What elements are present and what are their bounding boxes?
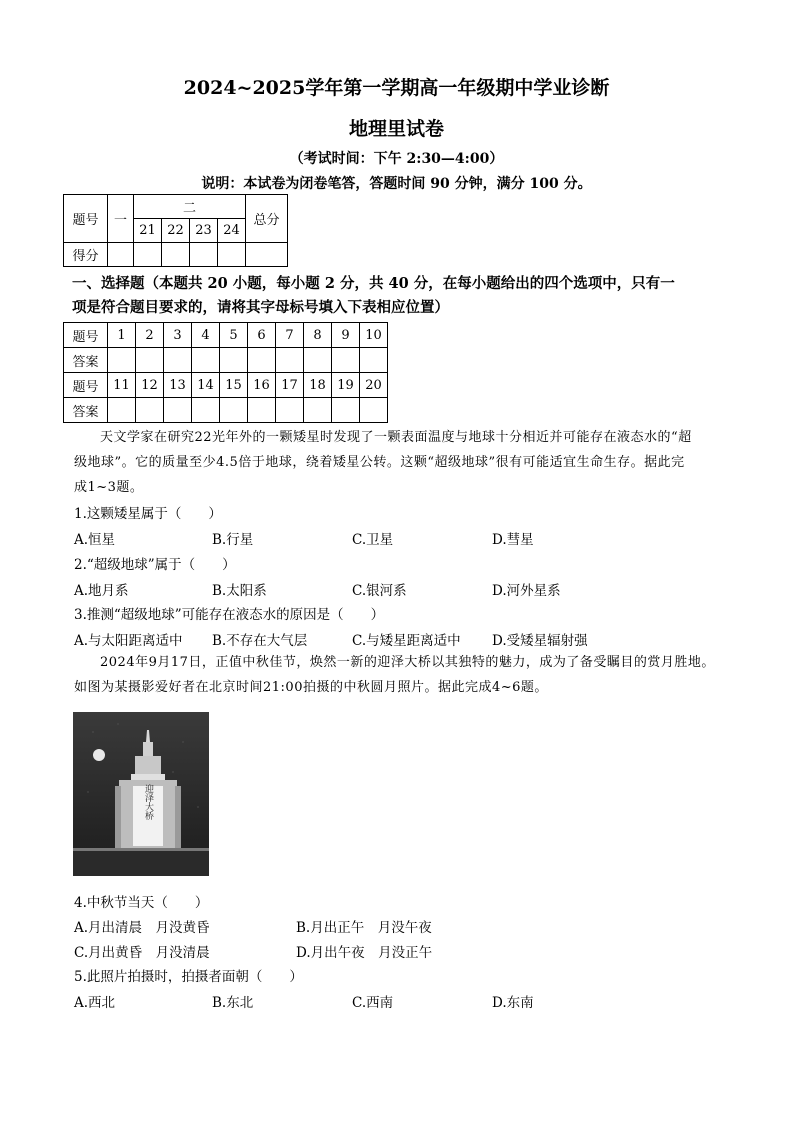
score-table-section-2: 二 xyxy=(134,195,246,219)
q2-option-d[interactable]: D.河外星系 xyxy=(492,583,561,599)
answer-cell[interactable] xyxy=(164,398,192,423)
exam-instructions: 说明：本试卷为闭卷笔答，答题时间 90 分钟，满分 100 分。 xyxy=(201,176,592,192)
answer-cell[interactable] xyxy=(220,398,248,423)
answer-table xyxy=(63,322,388,423)
exam-subtitle: 地理里试卷 xyxy=(348,118,444,140)
passage-2 xyxy=(74,650,726,700)
answer-cell[interactable] xyxy=(248,398,276,423)
answer-cell[interactable] xyxy=(304,398,332,423)
passage-2-line: 如图为某摄影爱好者在北京时间21:00拍摄的中秋圆月照片。据此完成4~6题。 xyxy=(74,680,548,695)
score-cell[interactable] xyxy=(134,243,162,267)
question-number: 2 xyxy=(136,323,164,348)
question-number: 16 xyxy=(248,373,276,398)
question-number: 9 xyxy=(332,323,360,348)
score-cell[interactable] xyxy=(108,243,134,267)
question-number: 15 xyxy=(220,373,248,398)
question-number: 10 xyxy=(360,323,388,348)
q2-option-a[interactable]: A.地月系 xyxy=(74,583,129,599)
score-cell[interactable] xyxy=(218,243,246,267)
question-number: 17 xyxy=(276,373,304,398)
answer-table-row xyxy=(64,348,388,373)
question-number: 7 xyxy=(276,323,304,348)
score-table-q21: 21 xyxy=(134,219,162,243)
question-number: 11 xyxy=(108,373,136,398)
question-number-label: 题号 xyxy=(64,323,108,348)
answer-table-row xyxy=(64,323,388,348)
answer-cell[interactable] xyxy=(248,348,276,373)
answer-cell[interactable] xyxy=(360,398,388,423)
answer-cell[interactable] xyxy=(136,398,164,423)
q1-option-a[interactable]: A.恒星 xyxy=(74,532,116,548)
question-number: 8 xyxy=(304,323,332,348)
q2-option-c[interactable]: C.银河系 xyxy=(352,583,407,599)
section-1-heading-line1: 一、选择题（本题共 20 小题，每小题 2 分，共 40 分，在每小题给出的四个选项中，只有一 xyxy=(72,275,675,292)
score-table-total: 总分 xyxy=(246,195,288,243)
question-5-stem: 5.此照片拍摄时，拍摄者面朝（ ） xyxy=(74,969,303,985)
q3-option-d[interactable]: D.受矮星辐射强 xyxy=(492,633,588,649)
answer-cell[interactable] xyxy=(220,348,248,373)
question-number: 5 xyxy=(220,323,248,348)
q4-option-a[interactable]: A.月出清晨 月没黄昏 xyxy=(74,920,210,936)
question-1-stem: 1.这颗矮星属于（ ） xyxy=(74,506,222,522)
bridge-sign-text: 迎泽大桥 xyxy=(143,784,153,820)
question-number: 4 xyxy=(192,323,220,348)
q2-option-b[interactable]: B.太阳系 xyxy=(212,583,267,599)
score-cell[interactable] xyxy=(246,243,288,267)
q5-option-d[interactable]: D.东南 xyxy=(492,995,534,1011)
answer-cell[interactable] xyxy=(332,398,360,423)
question-number: 1 xyxy=(108,323,136,348)
q1-option-b[interactable]: B.行星 xyxy=(212,532,254,548)
question-number: 12 xyxy=(136,373,164,398)
answer-cell[interactable] xyxy=(304,348,332,373)
section-1-heading-line2: 项是符合题目要求的，请将其字母标号填入下表相应位置） xyxy=(72,299,449,316)
q4-option-b[interactable]: B.月出正午 月没午夜 xyxy=(296,920,432,936)
score-table-section-1: 一 xyxy=(108,195,134,243)
answer-cell[interactable] xyxy=(108,348,136,373)
exam-title: 2024~2025学年第一学期高一年级期中学业诊断 xyxy=(183,77,610,99)
answer-label: 答案 xyxy=(64,398,108,423)
score-cell[interactable] xyxy=(162,243,190,267)
moon-icon xyxy=(93,749,105,761)
score-table-q24: 24 xyxy=(218,219,246,243)
score-table-q23: 23 xyxy=(190,219,218,243)
question-number: 13 xyxy=(164,373,192,398)
answer-table-row xyxy=(64,373,388,398)
score-table-label: 题号 xyxy=(64,195,108,243)
question-4-stem: 4.中秋节当天（ ） xyxy=(74,895,209,911)
answer-table-row xyxy=(64,398,388,423)
question-number: 6 xyxy=(248,323,276,348)
answer-label: 答案 xyxy=(64,348,108,373)
question-number: 20 xyxy=(360,373,388,398)
answer-cell[interactable] xyxy=(276,348,304,373)
question-number-label: 题号 xyxy=(64,373,108,398)
score-row-label: 得分 xyxy=(64,243,108,267)
answer-cell[interactable] xyxy=(192,348,220,373)
q1-option-c[interactable]: C.卫星 xyxy=(352,532,394,548)
question-number: 14 xyxy=(192,373,220,398)
exam-time: （考试时间：下午 2:30—4:00） xyxy=(289,151,504,167)
q1-option-d[interactable]: D.彗星 xyxy=(492,532,534,548)
passage-1-line: 级地球”。它的质量至少4.5倍于地球，绕着矮星公转。这颗“超级地球”很有可能适宜生命生存。据此完 xyxy=(74,455,685,470)
question-number: 19 xyxy=(332,373,360,398)
score-table-q22: 22 xyxy=(162,219,190,243)
section-1-heading xyxy=(72,272,732,320)
answer-cell[interactable] xyxy=(332,348,360,373)
passage-1-line: 天文学家在研究22光年外的一颗矮星时发现了一颗表面温度与地球十分相近并可能存在液态水的“超 xyxy=(100,430,692,445)
passage-2-line: 2024年9月17日，正值中秋佳节，焕然一新的迎泽大桥以其独特的魅力，成为了备受瞩目的赏月胜地。 xyxy=(100,655,715,670)
q3-option-b[interactable]: B.不存在大气层 xyxy=(212,633,308,649)
passage-1 xyxy=(74,425,726,500)
question-number: 3 xyxy=(164,323,192,348)
question-2-stem: 2.“超级地球”属于（ ） xyxy=(74,557,236,573)
q5-option-a[interactable]: A.西北 xyxy=(74,995,116,1011)
score-table xyxy=(63,194,288,267)
question-3-stem: 3.推测“超级地球”可能存在液态水的原因是（ ） xyxy=(74,607,385,623)
answer-cell[interactable] xyxy=(360,348,388,373)
mid-autumn-moon-photo xyxy=(73,712,209,876)
score-cell[interactable] xyxy=(190,243,218,267)
answer-cell[interactable] xyxy=(192,398,220,423)
q3-option-a[interactable]: A.与太阳距离适中 xyxy=(74,633,183,649)
answer-cell[interactable] xyxy=(276,398,304,423)
q5-option-c[interactable]: C.西南 xyxy=(352,995,394,1011)
q4-option-c[interactable]: C.月出黄昏 月没清晨 xyxy=(74,945,210,961)
answer-cell[interactable] xyxy=(108,398,136,423)
q4-option-d[interactable]: D.月出午夜 月没正午 xyxy=(296,945,433,961)
q5-option-b[interactable]: B.东北 xyxy=(212,995,254,1011)
answer-cell[interactable] xyxy=(164,348,192,373)
answer-cell[interactable] xyxy=(136,348,164,373)
passage-1-line: 成1~3题。 xyxy=(74,480,144,495)
question-number: 18 xyxy=(304,373,332,398)
q3-option-c[interactable]: C.与矮星距离适中 xyxy=(352,633,461,649)
